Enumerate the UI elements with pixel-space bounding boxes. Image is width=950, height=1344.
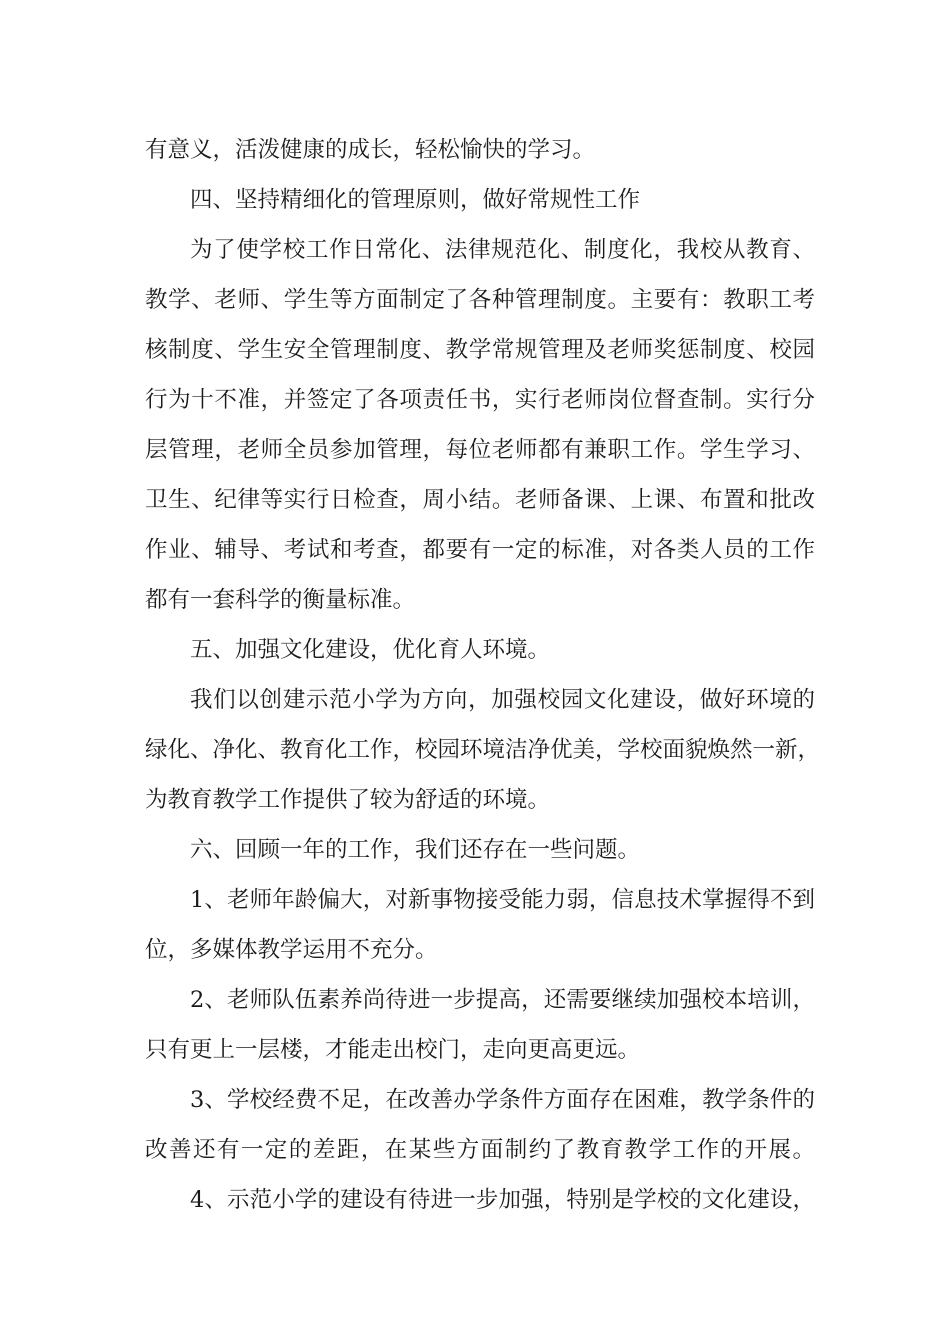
section-heading: 六、回顾一年的工作，我们还存在一些问题。 bbox=[190, 837, 641, 863]
text-line: 只有更上一层楼，才能走出校门，走向更高更远。 bbox=[145, 1037, 641, 1063]
text-line: 教学、老师、学生等方面制定了各种管理制度。主要有：教职工考 bbox=[145, 287, 815, 313]
text-line: 绿化、净化、教育化工作，校园环境洁净优美，学校面貌焕然一新， bbox=[145, 737, 821, 763]
section-heading: 四、坚持精细化的管理原则，做好常规性工作 bbox=[190, 187, 641, 213]
text-line: 有意义，活泼健康的成长，轻松愉快的学习。 bbox=[145, 137, 596, 163]
text-line: 核制度、学生安全管理制度、教学常规管理及老师奖惩制度、校园 bbox=[145, 337, 815, 363]
text-line: 改善还有一定的差距，在某些方面制约了教育教学工作的开展。 bbox=[145, 1137, 815, 1163]
list-item: 4、示范小学的建设有待进一步加强，特别是学校的文化建设， bbox=[190, 1187, 815, 1213]
list-item: 2、老师队伍素养尚待进一步提高，还需要继续加强校本培训， bbox=[190, 987, 815, 1013]
list-item: 3、学校经费不足，在改善办学条件方面存在困难，教学条件的 bbox=[190, 1087, 815, 1113]
text-line: 卫生、纪律等实行日检查，周小结。老师备课、上课、布置和批改 bbox=[145, 487, 815, 513]
text-line: 位，多媒体教学运用不充分。 bbox=[145, 937, 438, 963]
section-heading: 五、加强文化建设，优化育人环境。 bbox=[190, 637, 551, 663]
text-line: 我们以创建示范小学为方向，加强校园文化建设，做好环境的 bbox=[190, 687, 815, 713]
list-item: 1、老师年龄偏大，对新事物接受能力弱，信息技术掌握得不到 bbox=[190, 887, 815, 913]
text-line: 行为十不准，并签定了各项责任书，实行老师岗位督查制。实行分 bbox=[145, 387, 815, 413]
text-line: 作业、辅导、考试和考查，都要有一定的标准，对各类人员的工作 bbox=[145, 537, 815, 563]
text-line: 都有一套科学的衡量标准。 bbox=[145, 587, 416, 613]
text-line: 为教育教学工作提供了较为舒适的环境。 bbox=[145, 787, 551, 813]
text-line: 为了使学校工作日常化、法律规范化、制度化，我校从教育、 bbox=[190, 237, 815, 263]
text-line: 层管理，老师全员参加管理，每位老师都有兼职工作。学生学习、 bbox=[145, 437, 815, 463]
